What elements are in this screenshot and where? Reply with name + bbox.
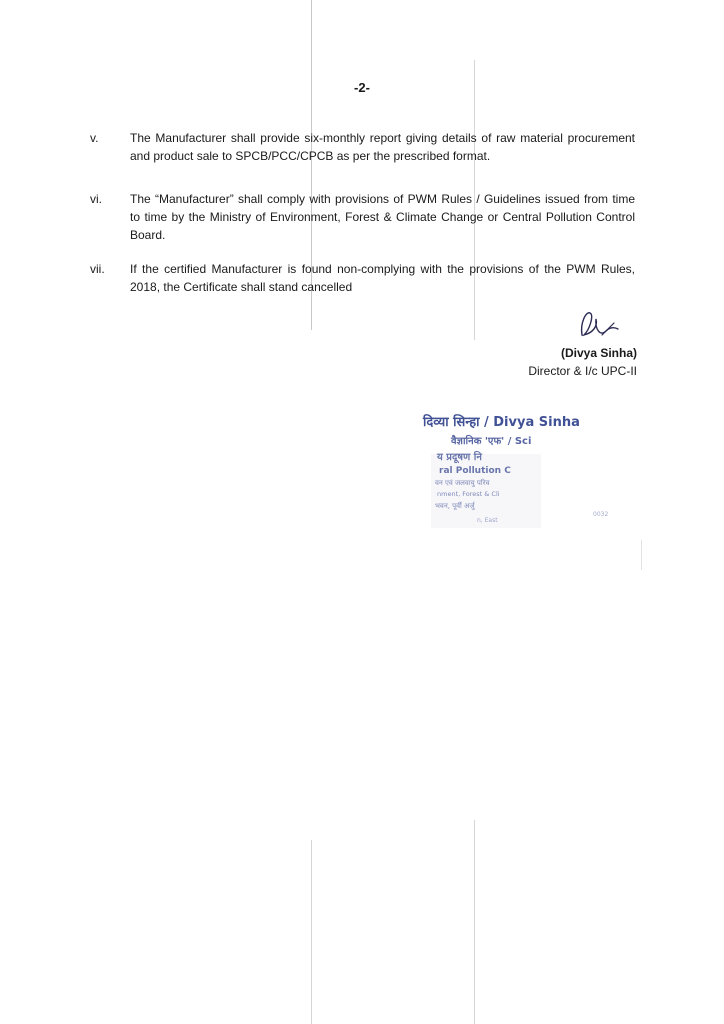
stamp-line: वैज्ञानिक 'एफ' / Sci bbox=[451, 436, 532, 447]
stamp-line: n, East bbox=[477, 517, 498, 524]
clause-v bbox=[90, 129, 635, 165]
clause-text: The “Manufacturer” shall comply with provisions of PWM Rules / Guidelines issued from time to time by the Ministry of Environment, Forest & Climate Change or Central Pollution Control Board. bbox=[130, 192, 635, 242]
stamp-line: nment, Forest & Cli bbox=[437, 490, 500, 498]
stamp-line: दिव्या सिन्हा / Divya Sinha bbox=[423, 415, 580, 430]
stamp-line: वन एवं जलवायु परिव bbox=[435, 479, 490, 487]
clause-number: vii. bbox=[90, 262, 105, 276]
clause-vi bbox=[90, 190, 635, 244]
scan-fold-line bbox=[641, 540, 642, 570]
stamp-line: य प्रदूषण नि bbox=[437, 452, 482, 463]
scan-fold-line bbox=[311, 840, 312, 1024]
clause-number: vi. bbox=[90, 192, 102, 206]
signatory-name: (Divya Sinha) bbox=[560, 346, 637, 360]
page-number: -2- bbox=[354, 80, 370, 95]
stamp-line: ral Pollution C bbox=[439, 466, 511, 476]
handwritten-signature bbox=[572, 305, 622, 345]
stamp-line: 0032 bbox=[593, 511, 609, 518]
clause-number: v. bbox=[90, 131, 99, 145]
clause-text: The Manufacturer shall provide six-monthly report giving details of raw material procurement and product sale to SPCB/PCC/CPCB as per the prescribed format. bbox=[130, 131, 635, 163]
stamp-line: भवन, पूर्वी अर्जु bbox=[435, 502, 475, 510]
signatory-title: Director & I/c UPC-II bbox=[528, 364, 637, 378]
clause-vii bbox=[90, 260, 635, 296]
official-stamp bbox=[415, 410, 635, 530]
scan-fold-line bbox=[474, 820, 475, 1024]
clause-text: If the certified Manufacturer is found non-complying with the provisions of the PWM Rules, 2018, the Certificate shall stand cancelled bbox=[130, 262, 635, 294]
